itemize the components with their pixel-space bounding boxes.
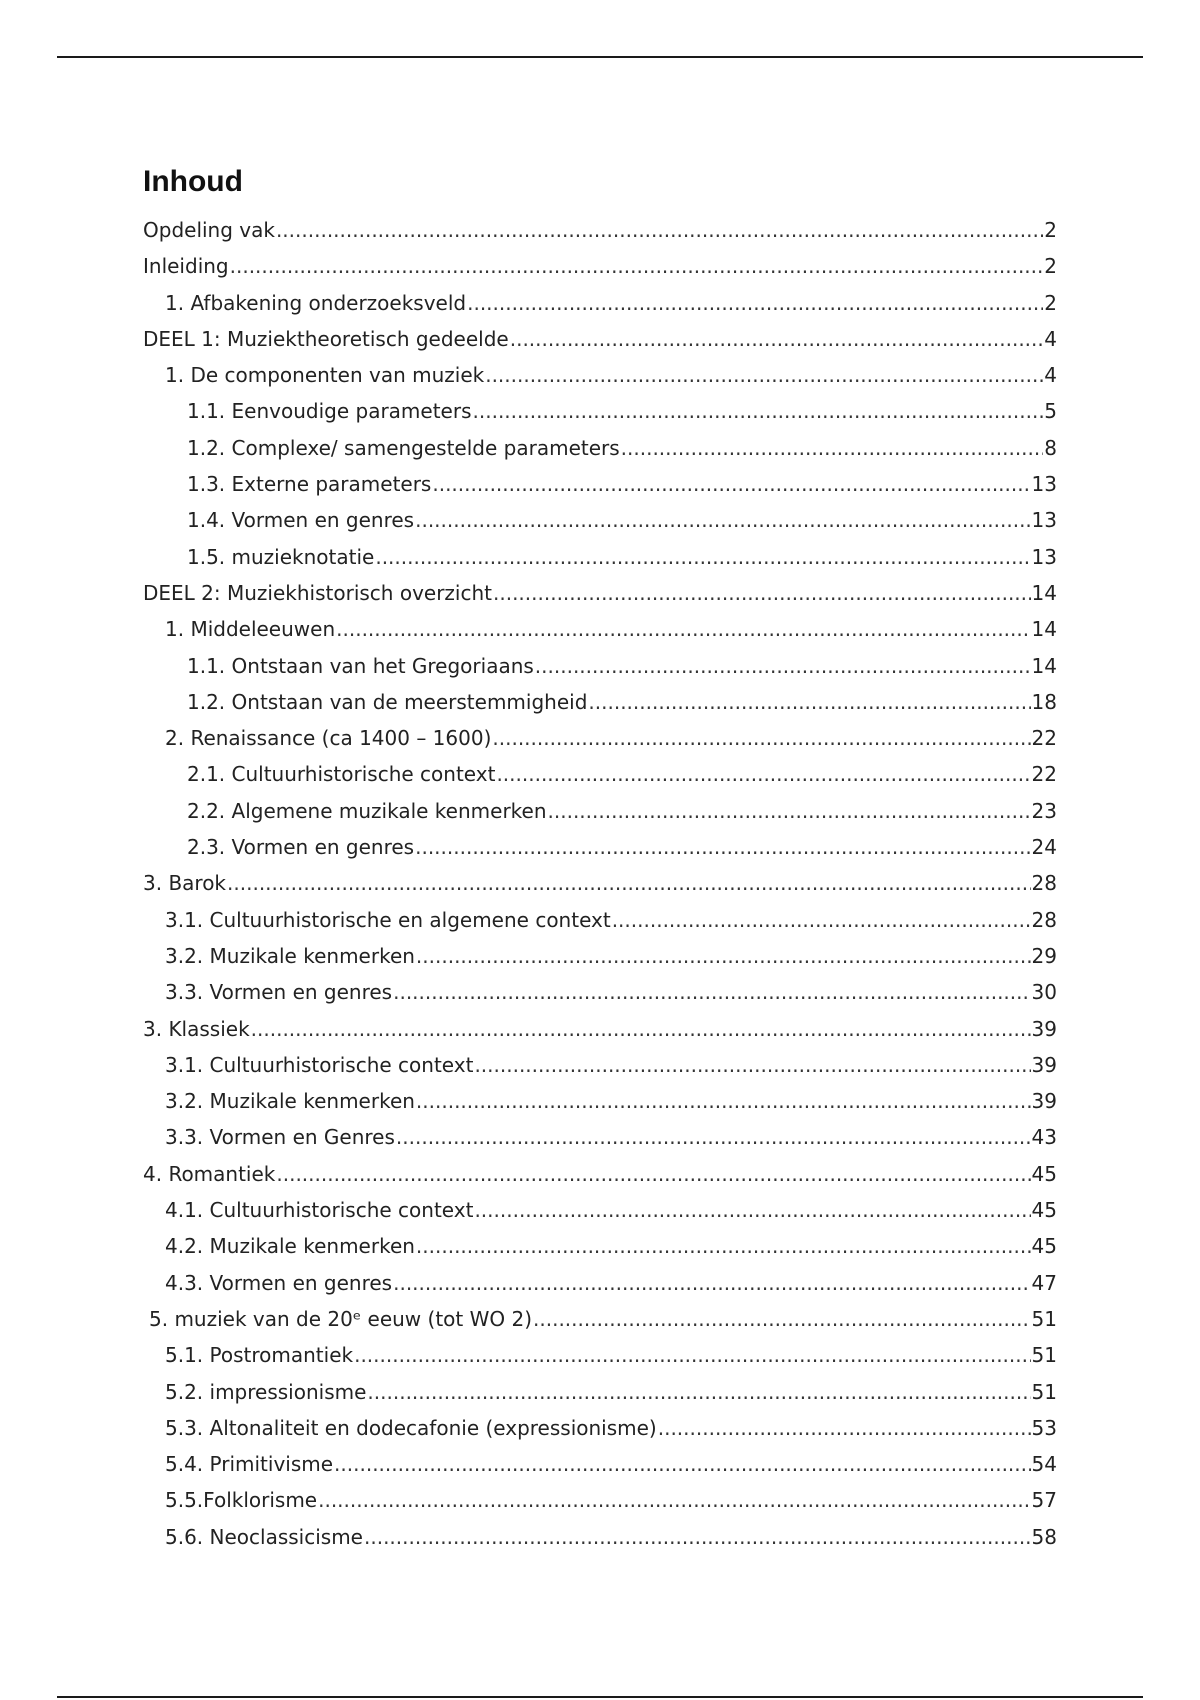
toc-entry-title: 1. Afbakening onderzoeksveld: [165, 290, 467, 315]
toc-entry[interactable]: [143, 684, 1057, 720]
toc-page-number: 39: [1031, 1089, 1057, 1114]
toc-page-number: 45: [1031, 1234, 1057, 1259]
toc-page-number: 18: [1031, 689, 1057, 714]
footer-rule: [57, 1696, 1143, 1698]
toc-entry[interactable]: [143, 1228, 1057, 1264]
toc-entry-title: 1.2. Complexe/ samengestelde parameters: [187, 435, 620, 460]
toc-entry-title: 5.5.Folklorisme: [165, 1488, 318, 1513]
toc-dot-leader: [621, 430, 1044, 466]
toc-entry[interactable]: [143, 1337, 1057, 1373]
toc-entry[interactable]: [143, 1119, 1057, 1155]
toc-entry[interactable]: [143, 1011, 1057, 1047]
toc-dot-leader: [612, 902, 1031, 938]
toc-entry-title: 4.1. Cultuurhistorische context: [165, 1198, 474, 1223]
toc-entry[interactable]: [143, 285, 1057, 321]
toc-entry-title: 3.1. Cultuurhistorische context: [165, 1052, 474, 1077]
toc-entry-title: 3.3. Vormen en Genres: [165, 1125, 395, 1150]
toc-dot-leader: [510, 321, 1044, 357]
toc-page-number: 13: [1031, 544, 1057, 569]
toc-entry-title: 2. Renaissance (ca 1400 – 1600): [165, 726, 492, 751]
toc-dot-leader: [474, 1047, 1030, 1083]
toc-dot-leader: [227, 865, 1031, 901]
toc-page-number: 54: [1031, 1452, 1057, 1477]
table-of-contents: [143, 160, 1057, 1555]
toc-entry[interactable]: [143, 393, 1057, 429]
toc-entry-title: 1.4. Vormen en genres: [187, 508, 415, 533]
toc-entry-title: 1. De componenten van muziek: [165, 363, 485, 388]
toc-dot-leader: [474, 1192, 1030, 1228]
toc-entry-title: 1.2. Ontstaan van de meerstemmigheid: [187, 689, 588, 714]
toc-entry[interactable]: [143, 1047, 1057, 1083]
toc-entry-title: DEEL 2: Muziekhistorisch overzicht: [143, 580, 492, 605]
toc-entry-title: 4.3. Vormen en genres: [165, 1270, 393, 1295]
toc-page-number: 51: [1031, 1379, 1057, 1404]
toc-dot-leader: [396, 1119, 1031, 1155]
toc-dot-leader: [415, 502, 1030, 538]
toc-title: Inhoud: [143, 165, 243, 198]
toc-entry-title: 5.4. Primitivisme: [165, 1452, 334, 1477]
toc-entry[interactable]: [143, 212, 1057, 248]
toc-page-number: 13: [1031, 472, 1057, 497]
toc-entry[interactable]: [143, 1265, 1057, 1301]
toc-entry-title: DEEL 1: Muziektheoretisch gedeelde: [143, 326, 509, 351]
toc-page-number: 29: [1031, 943, 1057, 968]
toc-page-number: 39: [1031, 1016, 1057, 1041]
toc-entry[interactable]: [143, 720, 1057, 756]
toc-entry-title: 5.6. Neoclassicisme: [165, 1524, 363, 1549]
toc-entry-title: 1.1. Ontstaan van het Gregoriaans: [187, 653, 534, 678]
toc-dot-leader: [467, 285, 1043, 321]
toc-entry-title: 3. Barok: [143, 871, 227, 896]
toc-page-number: 24: [1031, 835, 1057, 860]
toc-page-number: 4: [1044, 363, 1057, 388]
toc-entry-title: 5. muziek van de 20ᵉ eeuw (tot WO 2): [149, 1306, 533, 1331]
toc-dot-leader: [533, 1301, 1031, 1337]
toc-entry-title: 5.3. Altonaliteit en dodecafonie (expressionisme): [165, 1415, 657, 1440]
toc-entry-title: 4.2. Muzikale kenmerken: [165, 1234, 415, 1259]
toc-dot-leader: [336, 611, 1030, 647]
toc-entry[interactable]: [143, 1410, 1057, 1446]
toc-entry[interactable]: [143, 1301, 1057, 1337]
toc-entry[interactable]: [143, 1519, 1057, 1555]
toc-entry[interactable]: [143, 466, 1057, 502]
toc-page-number: 14: [1031, 653, 1057, 678]
toc-dot-leader: [548, 793, 1031, 829]
toc-dot-leader: [393, 1265, 1030, 1301]
toc-page-number: 14: [1031, 617, 1057, 642]
toc-dot-leader: [496, 756, 1030, 792]
toc-entry[interactable]: [143, 865, 1057, 901]
toc-dot-leader: [375, 539, 1030, 575]
toc-entry[interactable]: [143, 938, 1057, 974]
toc-page-number: 22: [1031, 726, 1057, 751]
toc-entry[interactable]: [143, 1482, 1057, 1518]
toc-entry-title: 3. Klassiek: [143, 1016, 250, 1041]
toc-page-number: 14: [1031, 580, 1057, 605]
toc-entry-title: 1.5. muzieknotatie: [187, 544, 375, 569]
toc-entry[interactable]: [143, 357, 1057, 393]
toc-entry-title: Inleiding: [143, 254, 229, 279]
toc-page-number: 2: [1044, 218, 1057, 242]
toc-entry[interactable]: [143, 502, 1057, 538]
toc-page-number: 47: [1031, 1270, 1057, 1295]
toc-dot-leader: [473, 393, 1044, 429]
toc-page-number: 28: [1031, 871, 1057, 896]
toc-entry-title: 5.2. impressionisme: [165, 1379, 367, 1404]
toc-entry-title: 1. Middeleeuwen: [165, 617, 336, 642]
toc-dot-leader: [334, 1446, 1031, 1482]
toc-dot-leader: [432, 466, 1030, 502]
toc-dot-leader: [364, 1519, 1031, 1555]
toc-dot-leader: [416, 1228, 1031, 1264]
toc-entry[interactable]: [143, 793, 1057, 829]
toc-entry-title: 2.2. Algemene muzikale kenmerken: [187, 798, 547, 823]
toc-dot-leader: [485, 357, 1043, 393]
toc-entry-title: 1.3. Externe parameters: [187, 472, 432, 497]
toc-dot-leader: [416, 938, 1031, 974]
toc-entry-title: 3.2. Muzikale kenmerken: [165, 943, 415, 968]
toc-page-number: 43: [1031, 1125, 1057, 1150]
toc-entry[interactable]: [143, 248, 1057, 284]
toc-page-number: 4: [1044, 326, 1057, 351]
toc-dot-leader: [492, 720, 1030, 756]
toc-page-number: 51: [1031, 1306, 1057, 1331]
toc-entry-title: 3.3. Vormen en genres: [165, 980, 393, 1005]
toc-page-number: 5: [1044, 399, 1057, 424]
toc-entry[interactable]: [143, 1083, 1057, 1119]
toc-dot-leader: [251, 1011, 1031, 1047]
toc-page-number: 45: [1031, 1198, 1057, 1223]
toc-entry-title: 3.1. Cultuurhistorische en algemene context: [165, 907, 611, 932]
toc-entry[interactable]: [143, 829, 1057, 865]
toc-dot-leader: [276, 212, 1043, 248]
toc-page-number: 57: [1031, 1488, 1057, 1513]
toc-entry[interactable]: [143, 1192, 1057, 1228]
toc-dot-leader: [367, 1374, 1030, 1410]
toc-page-number: 45: [1031, 1161, 1057, 1186]
toc-list: [143, 212, 1057, 1555]
toc-entry[interactable]: [143, 430, 1057, 466]
toc-dot-leader: [416, 1083, 1031, 1119]
toc-entry[interactable]: [143, 1156, 1057, 1192]
toc-page-number: 51: [1031, 1343, 1057, 1368]
toc-dot-leader: [535, 648, 1031, 684]
toc-entry[interactable]: [143, 575, 1057, 611]
toc-page-number: 8: [1044, 435, 1057, 460]
toc-entry-title: 3.2. Muzikale kenmerken: [165, 1089, 415, 1114]
toc-page-number: 22: [1031, 762, 1057, 787]
toc-dot-leader: [493, 575, 1031, 611]
toc-dot-leader: [588, 684, 1030, 720]
toc-page-number: 13: [1031, 508, 1057, 533]
toc-entry-title: Opdeling vak: [143, 218, 275, 242]
toc-entry[interactable]: [143, 648, 1057, 684]
toc-entry[interactable]: [143, 756, 1057, 792]
toc-entry[interactable]: [143, 321, 1057, 357]
toc-page-number: 30: [1031, 980, 1057, 1005]
toc-entry-title: 2.1. Cultuurhistorische context: [187, 762, 496, 787]
toc-dot-leader: [415, 829, 1030, 865]
toc-dot-leader: [230, 248, 1044, 284]
header-rule: [57, 56, 1143, 58]
toc-entry[interactable]: [143, 1374, 1057, 1410]
toc-entry[interactable]: [143, 974, 1057, 1010]
toc-page-number: 53: [1031, 1415, 1057, 1440]
toc-page-number: 23: [1031, 798, 1057, 823]
toc-page-number: 28: [1031, 907, 1057, 932]
toc-page-number: 39: [1031, 1052, 1057, 1077]
toc-page-number: 58: [1031, 1524, 1057, 1549]
toc-dot-leader: [393, 974, 1030, 1010]
toc-entry[interactable]: [143, 539, 1057, 575]
toc-entry[interactable]: [143, 611, 1057, 647]
toc-entry-title: 1.1. Eenvoudige parameters: [187, 399, 472, 424]
toc-dot-leader: [318, 1482, 1030, 1518]
toc-entry-title: 2.3. Vormen en genres: [187, 835, 415, 860]
toc-dot-leader: [658, 1410, 1031, 1446]
toc-page-number: 2: [1044, 254, 1057, 279]
toc-entry[interactable]: [143, 902, 1057, 938]
toc-entry-title: 4. Romantiek: [143, 1161, 276, 1186]
toc-entry-title: 5.1. Postromantiek: [165, 1343, 354, 1368]
toc-dot-leader: [276, 1156, 1030, 1192]
toc-dot-leader: [354, 1337, 1030, 1373]
toc-entry[interactable]: [143, 1446, 1057, 1482]
toc-page-number: 2: [1044, 290, 1057, 315]
